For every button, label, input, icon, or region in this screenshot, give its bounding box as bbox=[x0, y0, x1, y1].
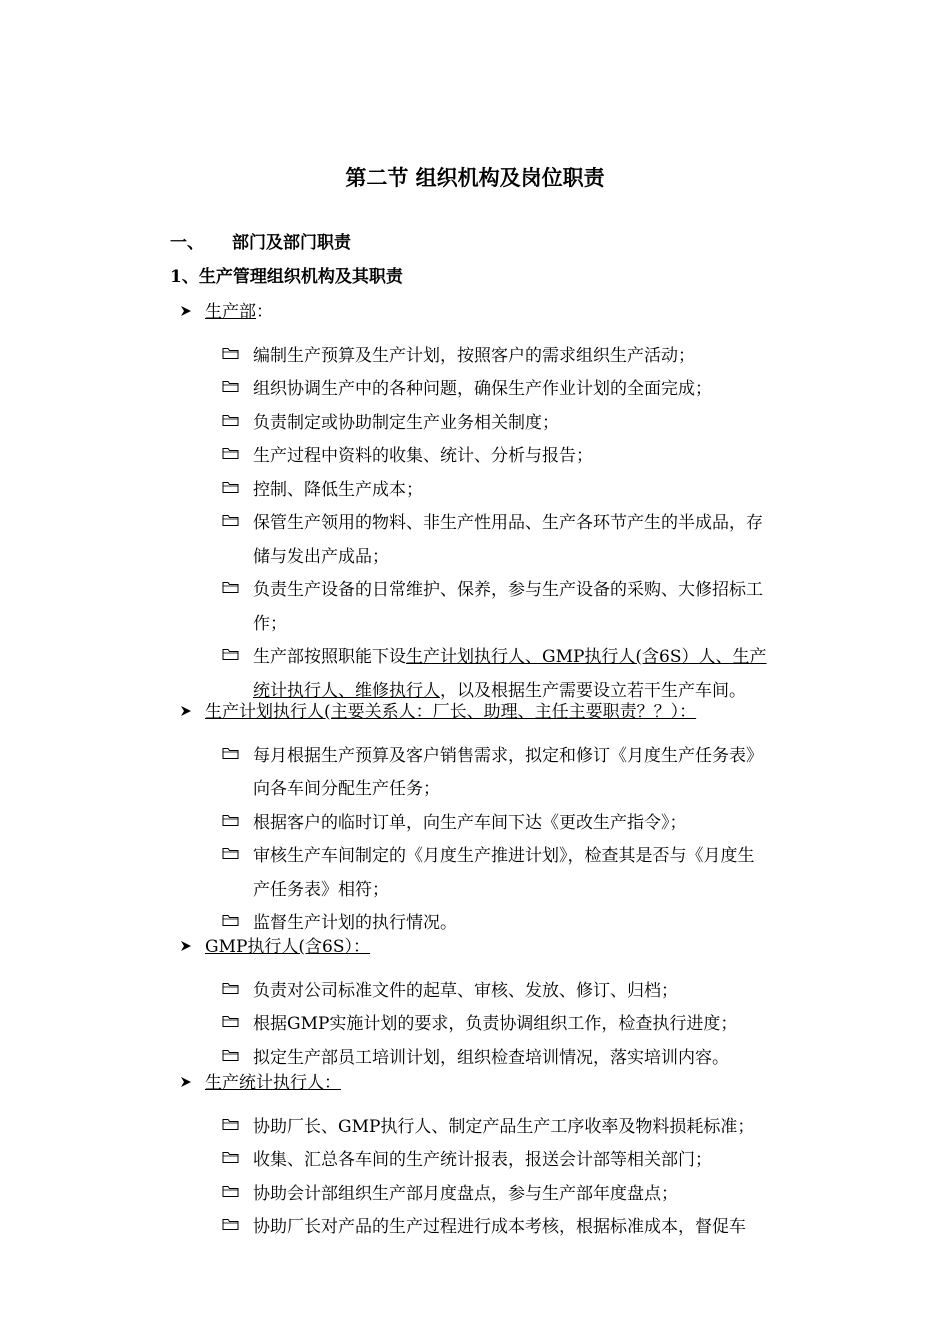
list-item-text-underlined: 统计执行人、维修执行人 bbox=[253, 680, 440, 701]
group-heading-label: GMP执行人(含6S）： bbox=[205, 937, 371, 957]
folder-bullet-icon bbox=[222, 580, 242, 594]
subsection-heading: 1、生产管理组织机构及其职责 bbox=[170, 267, 403, 287]
list-item-text-plain: ，以及根据生产需要设立若干生产车间。 bbox=[440, 680, 746, 701]
folder-bullet-icon bbox=[222, 1014, 242, 1028]
list-item-text: 向各车间分配生产任务； bbox=[253, 779, 440, 799]
folder-bullet-icon bbox=[222, 981, 242, 995]
folder-bullet-icon bbox=[222, 1184, 242, 1198]
list-item-text: 生产过程中资料的收集、统计、分析与报告； bbox=[253, 446, 593, 466]
folder-bullet-icon bbox=[222, 1150, 242, 1164]
folder-bullet-icon bbox=[222, 1048, 242, 1062]
list-item-text: 拟定生产部员工培训计划，组织检查培训情况，落实培训内容。 bbox=[253, 1047, 729, 1068]
section-heading bbox=[170, 228, 351, 253]
list-item-text: 控制、降低生产成本； bbox=[253, 479, 423, 500]
list-item-text bbox=[253, 642, 767, 667]
list-item-text: 协助会计部组织生产部月度盘点，参与生产部年度盘点； bbox=[253, 1183, 678, 1204]
folder-bullet-icon bbox=[222, 746, 242, 760]
folder-bullet-icon bbox=[222, 346, 242, 360]
arrow-bullet-icon bbox=[180, 303, 192, 321]
folder-bullet-icon bbox=[222, 446, 242, 460]
list-item-text: 保管生产领用的物料、非生产性用品、生产各环节产生的半成品，存 bbox=[253, 513, 763, 533]
group-heading-label: 生产统计执行人： bbox=[205, 1073, 341, 1093]
folder-bullet-icon bbox=[222, 513, 242, 527]
folder-bullet-icon bbox=[222, 480, 242, 494]
folder-bullet-icon bbox=[222, 813, 242, 827]
group-heading bbox=[205, 1068, 341, 1093]
list-item-text: 协助厂长、GMP执行人、制定产品生产工序收率及物料损耗标准； bbox=[253, 1116, 755, 1137]
list-item-text: 负责对公司标准文件的起草、审核、发放、修订、归档； bbox=[253, 980, 678, 1001]
list-item-text: 监督生产计划的执行情况。 bbox=[253, 913, 457, 933]
list-item-text-underlined: 生产计划执行人、GMP执行人(含6S）人、生产 bbox=[406, 647, 767, 667]
page-title: 第二节 组织机构及岗位职责 bbox=[345, 165, 605, 190]
section-number: 一、 bbox=[170, 233, 204, 253]
folder-bullet-icon bbox=[222, 846, 242, 860]
list-item-text: 根据GMP实施计划的要求，负责协调组织工作，检查执行进度； bbox=[253, 1014, 738, 1034]
folder-bullet-icon bbox=[222, 913, 242, 927]
group-heading bbox=[205, 297, 273, 322]
group-heading bbox=[205, 932, 370, 957]
list-item-text: 编制生产预算及生产计划，按照客户的需求组织生产活动； bbox=[253, 345, 695, 366]
arrow-bullet-icon bbox=[180, 703, 192, 721]
folder-bullet-icon bbox=[222, 647, 242, 661]
list-item-text: 储与发出产成品； bbox=[253, 546, 389, 567]
list-item-text: 根据客户的临时订单，向生产车间下达《更改生产指令》； bbox=[253, 812, 687, 833]
folder-bullet-icon bbox=[222, 379, 242, 393]
arrow-bullet-icon bbox=[180, 938, 192, 956]
list-item-text: 协助厂长对产品的生产过程进行成本考核，根据标准成本，督促车 bbox=[253, 1217, 746, 1237]
group-heading-label: 生产计划执行人(主要关系人：厂长、助理、主任主要职责？？）： bbox=[205, 702, 697, 722]
list-item-text: 负责生产设备的日常维护、保养，参与生产设备的采购、大修招标工 bbox=[253, 580, 763, 600]
list-item-text: 每月根据生产预算及客户销售需求，拟定和修订《月度生产任务表》 bbox=[253, 745, 763, 766]
folder-bullet-icon bbox=[222, 1117, 242, 1131]
list-item-text: 收集、汇总各车间的生产统计报表，报送会计部等相关部门； bbox=[253, 1150, 712, 1170]
group-heading-tail: ： bbox=[256, 302, 273, 322]
group-heading bbox=[205, 697, 696, 722]
group-heading-label: 生产部 bbox=[205, 302, 256, 322]
list-item-text: 作； bbox=[253, 613, 287, 634]
list-item-text: 产任务表》相符； bbox=[253, 879, 389, 900]
list-item-text: 负责制定或协助制定生产业务相关制度； bbox=[253, 412, 559, 433]
arrow-bullet-icon bbox=[180, 1074, 192, 1092]
list-item-text: 审核生产车间制定的《月度生产推进计划》，检查其是否与《月度生 bbox=[253, 846, 755, 866]
folder-bullet-icon bbox=[222, 413, 242, 427]
folder-bullet-icon bbox=[222, 1217, 242, 1231]
list-item-text: 组织协调生产中的各种问题，确保生产作业计划的全面完成； bbox=[253, 379, 712, 399]
section-label: 部门及部门职责 bbox=[232, 233, 351, 253]
list-item-text-plain: 生产部按照职能下设 bbox=[253, 647, 406, 667]
